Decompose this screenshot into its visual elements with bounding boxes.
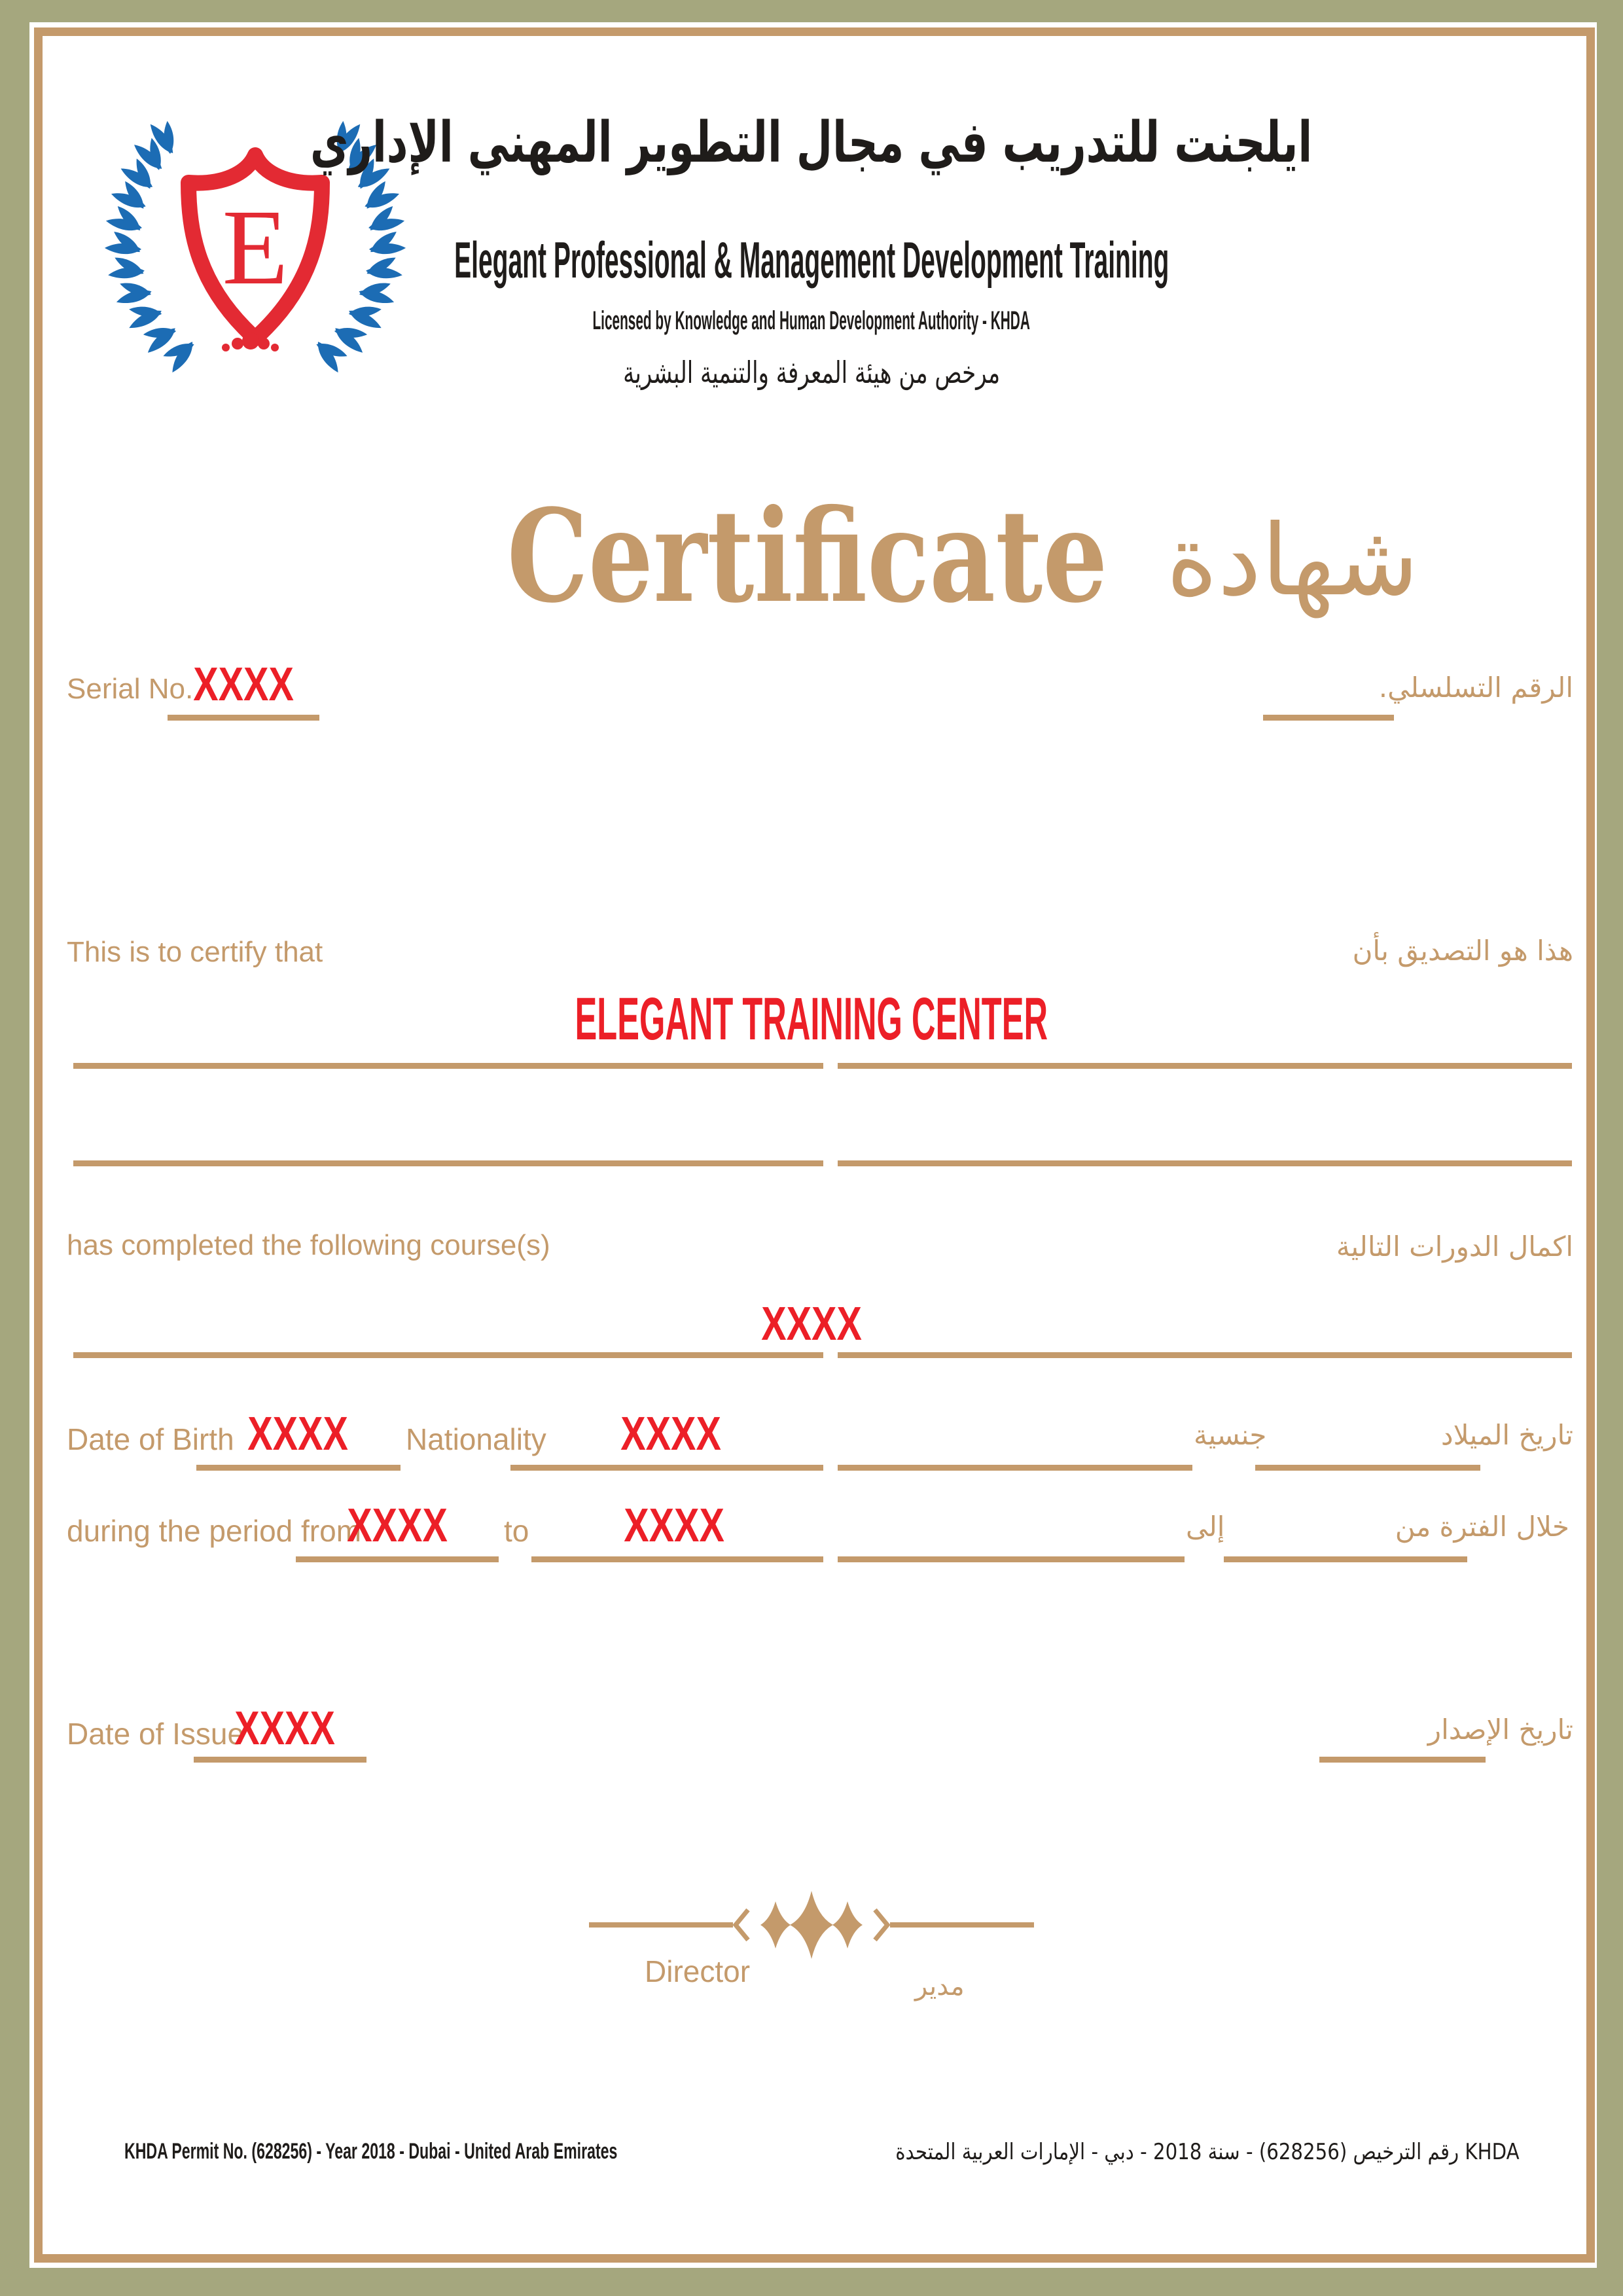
serial-line-arabic (1263, 715, 1394, 721)
header-licensed-line: Licensed by Knowledge and Human Development Authority - KHDA (592, 306, 1031, 335)
footer-permit-en: KHDA Permit No. (628256) - Year 2018 - Dubai - United Arab Emirates (124, 2139, 618, 2164)
course-value: XXXX (761, 1298, 862, 1350)
fill-line (838, 1352, 1572, 1358)
fill-line (73, 1063, 823, 1069)
logo-letter: E (222, 187, 289, 307)
period-to-value: XXXX (624, 1499, 724, 1552)
serial-value: XXXX (193, 658, 294, 711)
period-label: during the period from (67, 1514, 362, 1548)
period-label-arabic: خلال الفترة من (1395, 1511, 1569, 1543)
period-to-label: to (504, 1514, 529, 1548)
period-from-underline (296, 1556, 499, 1562)
dob-underline (196, 1465, 401, 1471)
fill-line (838, 1556, 1185, 1562)
nationality-label: Nationality (406, 1422, 546, 1456)
nationality-label-arabic: جنسية (1194, 1419, 1267, 1451)
fill-line (1319, 1757, 1486, 1763)
nationality-value: XXXX (620, 1408, 721, 1460)
fill-line (838, 1063, 1572, 1069)
fill-line (73, 1160, 823, 1166)
director-label: Director (645, 1954, 751, 1988)
serial-label: Serial No. (67, 673, 194, 705)
issue-underline (194, 1757, 366, 1763)
header-arabic-title: ايلجنت للتدريب في مجال التطوير المهني الإداري (310, 110, 1313, 175)
completed-label: has completed the following course(s) (67, 1229, 550, 1261)
fill-line (1224, 1556, 1467, 1562)
serial-underline (168, 715, 319, 721)
footer-permit-ar: KHDA رقم الترخيص (628256) - سنة 2018 - دبي - الإمارات العربية المتحدة (895, 2139, 1520, 2165)
certificate-title: Certificate (507, 481, 1108, 631)
certify-label-arabic: هذا هو التصديق بأن (1352, 935, 1573, 967)
certified-name: ELEGANT TRAINING CENTER (575, 986, 1048, 1052)
serial-label-arabic: الرقم التسلسلي. (1378, 672, 1573, 704)
fill-line (838, 1465, 1192, 1471)
nationality-underline (510, 1465, 823, 1471)
period-to-underline (531, 1556, 823, 1562)
issue-label: Date of Issue (67, 1717, 245, 1751)
certificate-title-arabic: شهادة (1166, 504, 1419, 618)
fill-line (1255, 1465, 1480, 1471)
fill-line (73, 1352, 823, 1358)
issue-value: XXXX (234, 1702, 335, 1755)
director-label-arabic: مدير (915, 1971, 965, 2001)
period-from-value: XXXX (347, 1499, 448, 1552)
completed-label-arabic: اكمال الدورات التالية (1336, 1230, 1573, 1263)
period-to-label-arabic: إلى (1186, 1511, 1225, 1543)
dob-label: Date of Birth (67, 1422, 234, 1456)
header-english-title: Elegant Professional & Management Development Training (454, 231, 1169, 289)
header-licensed-arabic: مرخص من هيئة المعرفة والتنمية البشرية (623, 355, 1000, 390)
issue-label-arabic: تاريخ الإصدار (1427, 1713, 1573, 1746)
dob-value: XXXX (247, 1408, 348, 1460)
fill-line (838, 1160, 1572, 1166)
dob-label-arabic: تاريخ الميلاد (1440, 1419, 1573, 1451)
certify-label: This is to certify that (67, 936, 323, 968)
